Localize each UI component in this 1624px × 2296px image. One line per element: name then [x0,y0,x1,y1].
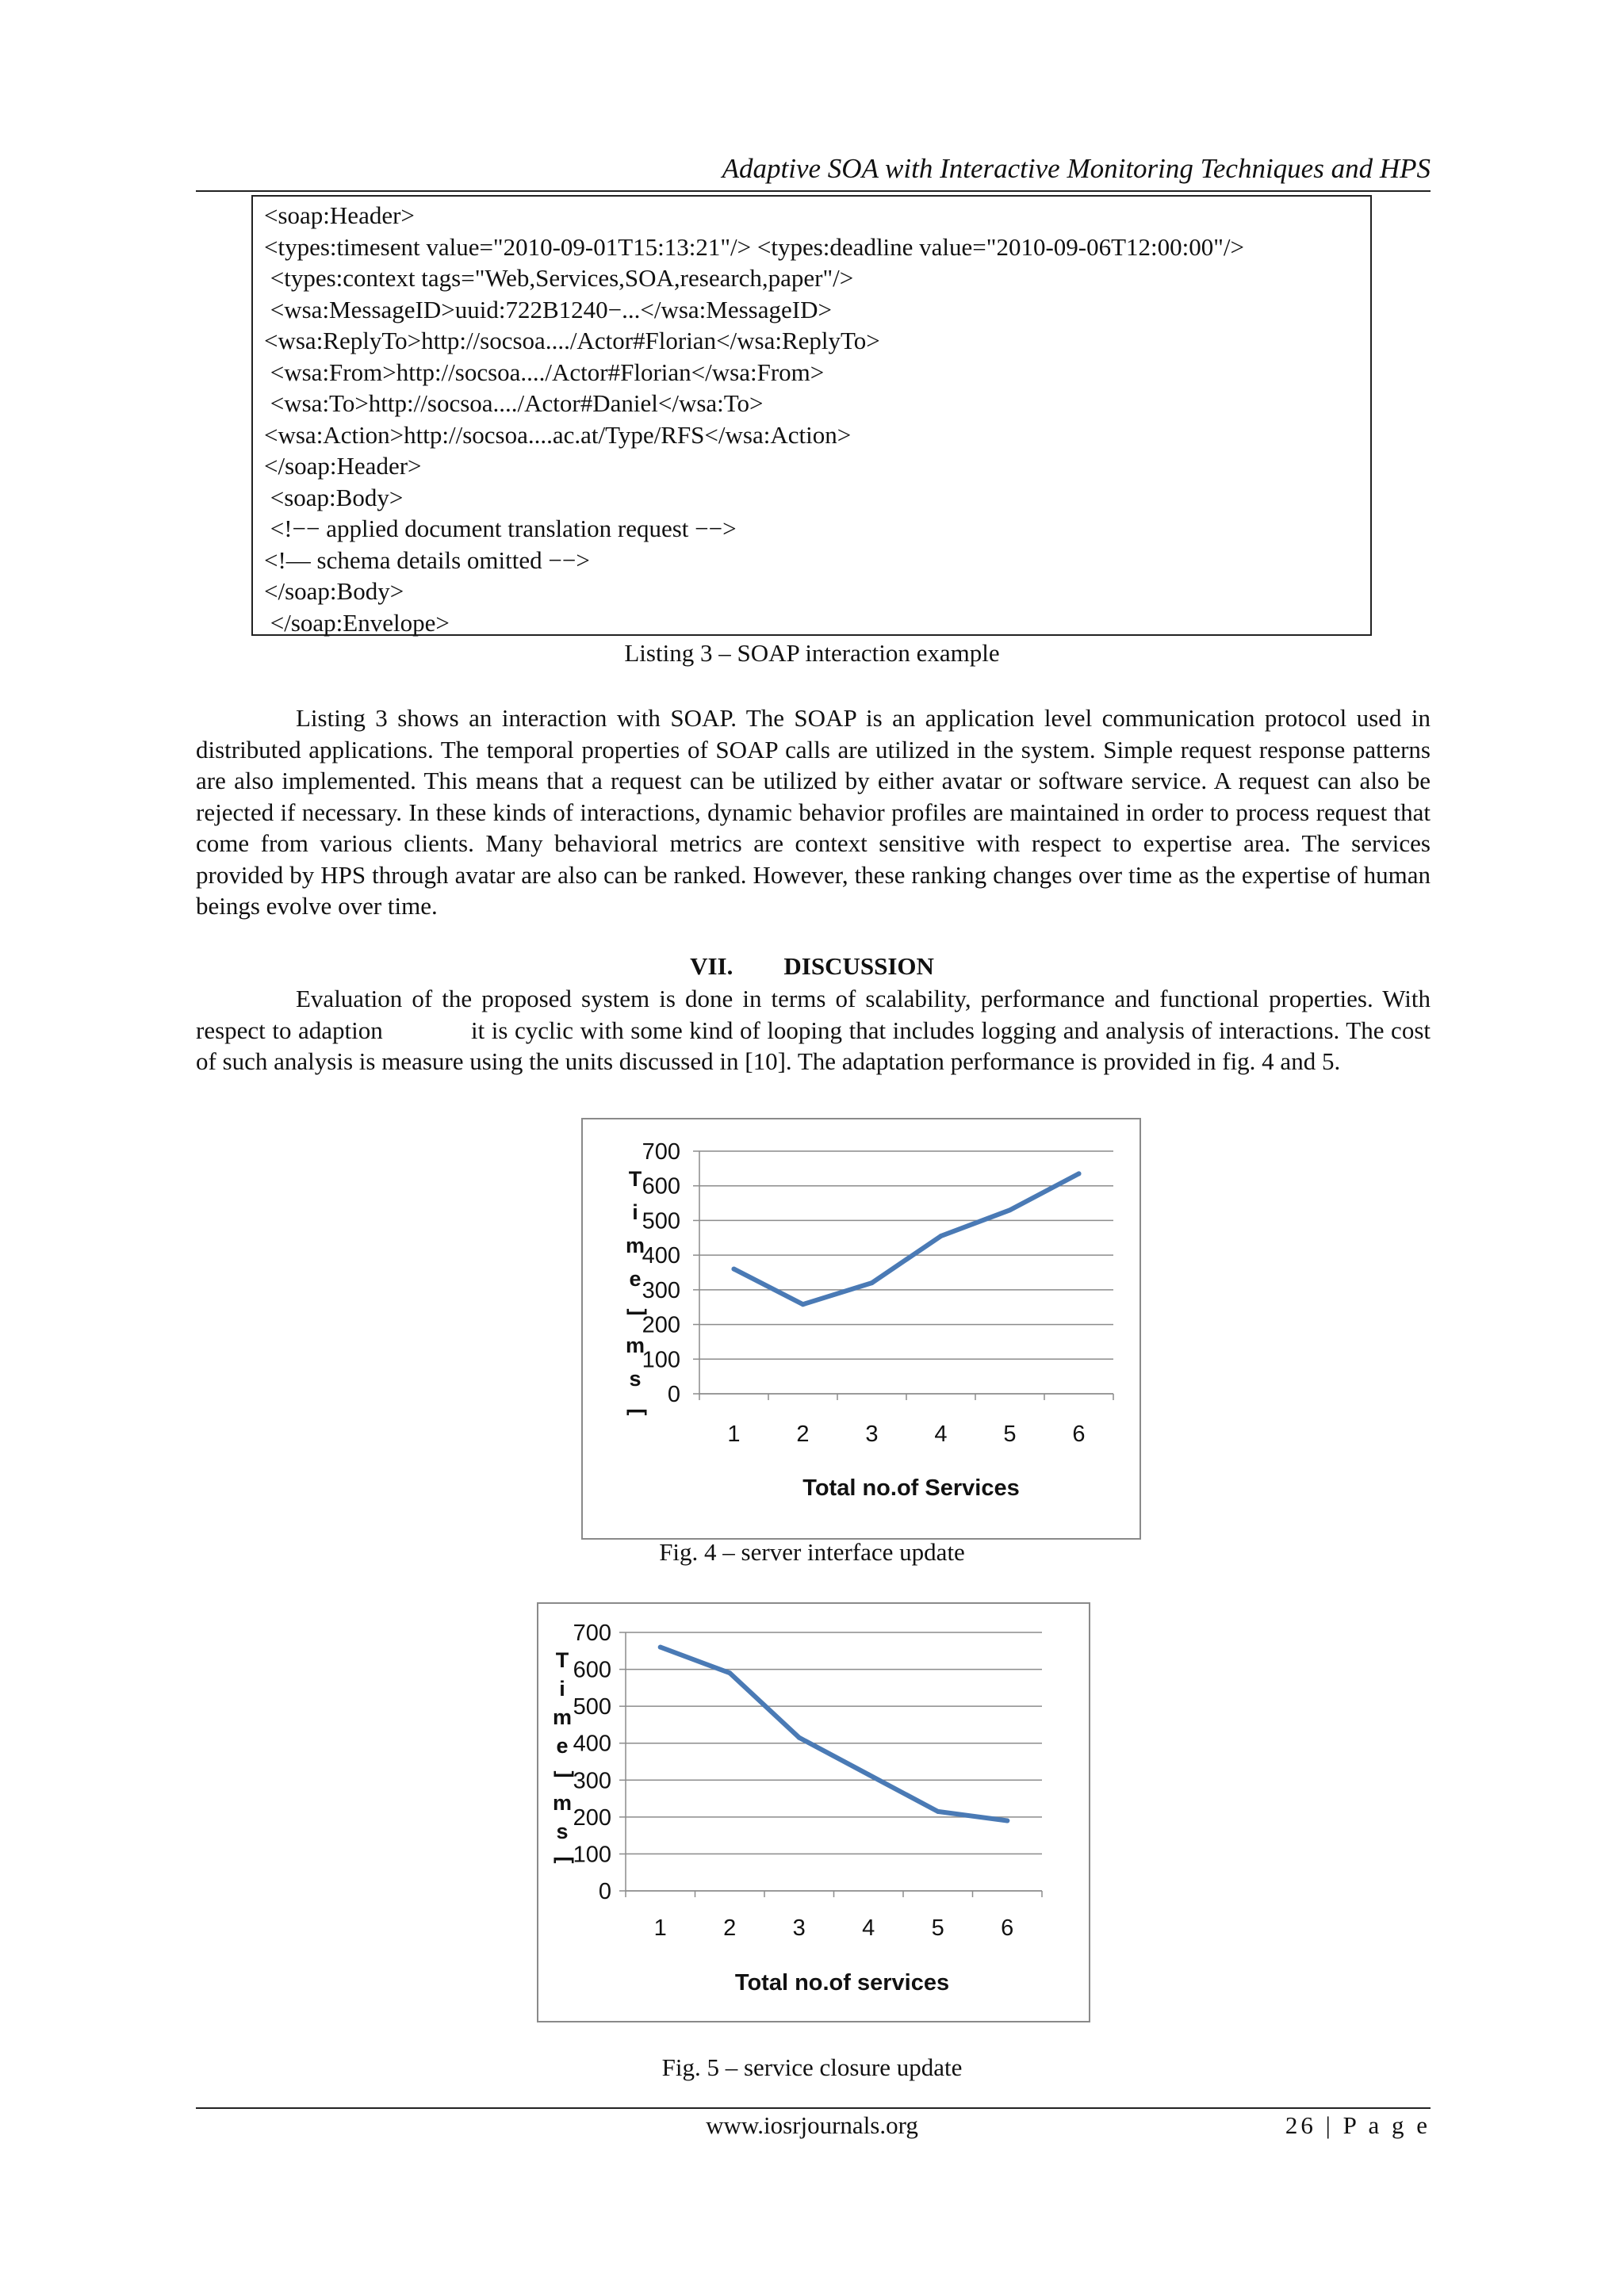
data-point [727,1670,732,1675]
y-tick-label: 600 [573,1657,611,1683]
data-point [658,1645,663,1650]
y-tick-label: 600 [642,1173,680,1200]
y-axis-title-letter: T [555,1648,569,1672]
x-tick-label: 3 [865,1422,879,1447]
code-listing [251,195,1372,636]
y-tick-label: 0 [667,1382,680,1407]
x-axis-title: Total no.of services [734,1970,950,1996]
x-tick-label: 1 [727,1422,741,1447]
data-point [801,1302,806,1307]
x-tick-label: 6 [1072,1422,1086,1447]
y-axis-title-letter: [ [623,1308,647,1316]
x-tick-label: 4 [934,1422,948,1447]
code-line: </soap:Header> [264,452,422,480]
y-axis-title-letter: e [556,1734,569,1758]
y-axis-title-letter: m [625,1334,645,1357]
y-axis-title-letter: T [628,1167,642,1191]
code-line: <soap:Header> [264,201,415,229]
y-axis-title-letter: s [629,1367,642,1391]
y-tick-label: 300 [642,1277,680,1303]
y-axis-title-letter: i [632,1200,638,1224]
y-axis-title-letter: [ [550,1770,574,1778]
y-axis-title-letter: i [559,1677,565,1701]
section-heading [0,952,1624,981]
y-axis-title-letter: m [625,1234,645,1257]
x-tick-label: 1 [653,1915,667,1941]
series-line [661,1647,1008,1821]
section-title: DISCUSSION [783,952,934,980]
chart-svg [538,1604,1089,2021]
x-tick-label: 4 [862,1915,875,1941]
code-line: <types:timesent value="2010-09-01T15:13:21"/> <types:deadline value="2010-09-06T12:00:00"/> [264,232,1245,261]
y-tick-label: 500 [573,1694,611,1720]
x-axis-title: Total no.of Services [802,1475,1020,1501]
series-line [734,1173,1079,1304]
x-tick-label: 3 [792,1915,806,1941]
section-number: VII. [690,952,733,980]
code-line: <wsa:ReplyTo>http://socsoa..../Actor#Florian</wsa:ReplyTo> [264,327,880,354]
x-tick-label: 2 [723,1915,737,1941]
code-line: <wsa:From>http://socsoa..../Actor#Florian</wsa:From> [264,358,825,386]
data-point [870,1280,875,1285]
paragraph-listing-description [196,702,1431,922]
y-tick-label: 100 [642,1347,680,1373]
paragraph-discussion [196,983,1437,1077]
data-point [1005,1819,1009,1823]
code-line: <!— schema details omitted −−> [264,545,590,574]
paragraph-text: Listing 3 shows an interaction with SOAP. The SOAP is an application level communication protocol used in distributed applications. The temporal properties of SOAP calls are utilized in the system. Simple request response patterns are also implemented. This means that a request can be utilized by either avatar or software service. A request can also be rejected if necessary. In these kinds of interactions, dynamic behavior profiles are maintained in order to process request that come from various clients. Many behavioral metrics are context sensitive with respect to expertise area. The services provided by HPS through avatar are also can be ranked. However, these ranking changes over time as the expertise of human beings evolve over time. [196,704,1431,920]
chart-fig5 [537,1602,1090,2022]
chart-fig4 [581,1118,1141,1540]
y-tick-label: 300 [573,1768,611,1794]
code-line: <wsa:MessageID>uuid:722B1240−...</wsa:MessageID> [264,295,832,323]
x-tick-label: 5 [931,1915,944,1941]
y-tick-label: 400 [573,1731,611,1757]
listing-caption: Listing 3 – SOAP interaction example [624,639,1000,667]
x-tick-label: 6 [1001,1915,1014,1941]
code-line: <wsa:Action>http://socsoa....ac.at/Type/RFS</wsa:Action> [264,420,852,449]
y-axis-title-letter: m [552,1791,573,1815]
code-line: </soap:Envelope> [264,608,450,637]
code-line: <wsa:To>http://socsoa..../Actor#Daniel</wsa:To> [264,389,764,417]
y-tick-label: 100 [573,1842,611,1868]
y-tick-label: 200 [573,1804,611,1831]
chart-svg [583,1119,1139,1538]
data-point [1077,1171,1082,1176]
data-point [732,1267,737,1272]
x-tick-label: 5 [1003,1422,1017,1447]
code-line: <!−− applied document translation request −−> [264,515,737,542]
header-rule [196,190,1431,192]
footer-url: www.iosrjournals.org [706,2111,918,2139]
y-axis-title-letter: e [629,1267,642,1291]
y-tick-label: 700 [573,1621,611,1646]
data-point [936,1809,940,1814]
paragraph-text: Evaluation of the proposed system is done in terms of scalability, performance and functional properties. With respect to adaption it is cyclic with some kind of looping that includes logging and analysis of interactions. The cost of such analysis is measure using the units discussed in [10]. The adaptation performance is provided in fig. 4 and 5. [196,985,1437,1075]
y-axis-title-letter: ] [623,1408,647,1416]
code-line: <soap:Body> [264,483,404,511]
code-line: </soap:Body> [264,577,404,605]
page-number: 26 | P a g e [1285,2111,1431,2139]
y-tick-label: 200 [642,1312,680,1338]
y-axis-title-letter: ] [550,1856,574,1864]
data-point [797,1735,802,1740]
y-axis-title-letter: m [552,1705,573,1729]
figure-5-caption: Fig. 5 – service closure update [661,2053,963,2081]
y-axis-title-letter: s [556,1820,569,1843]
y-tick-label: 0 [598,1879,611,1904]
y-tick-label: 500 [642,1208,680,1234]
code-line: <types:context tags="Web,Services,SOA,research,paper"/> [264,264,854,292]
running-header: Adaptive SOA with Interactive Monitoring Techniques and HPS [722,153,1431,184]
data-point [866,1772,871,1777]
figure-4-caption: Fig. 4 – server interface update [659,1538,965,1566]
data-point [939,1234,944,1238]
y-tick-label: 700 [642,1139,680,1165]
data-point [1008,1207,1013,1212]
x-tick-label: 2 [796,1422,810,1447]
y-tick-label: 400 [642,1243,680,1269]
footer-rule [196,2107,1431,2109]
